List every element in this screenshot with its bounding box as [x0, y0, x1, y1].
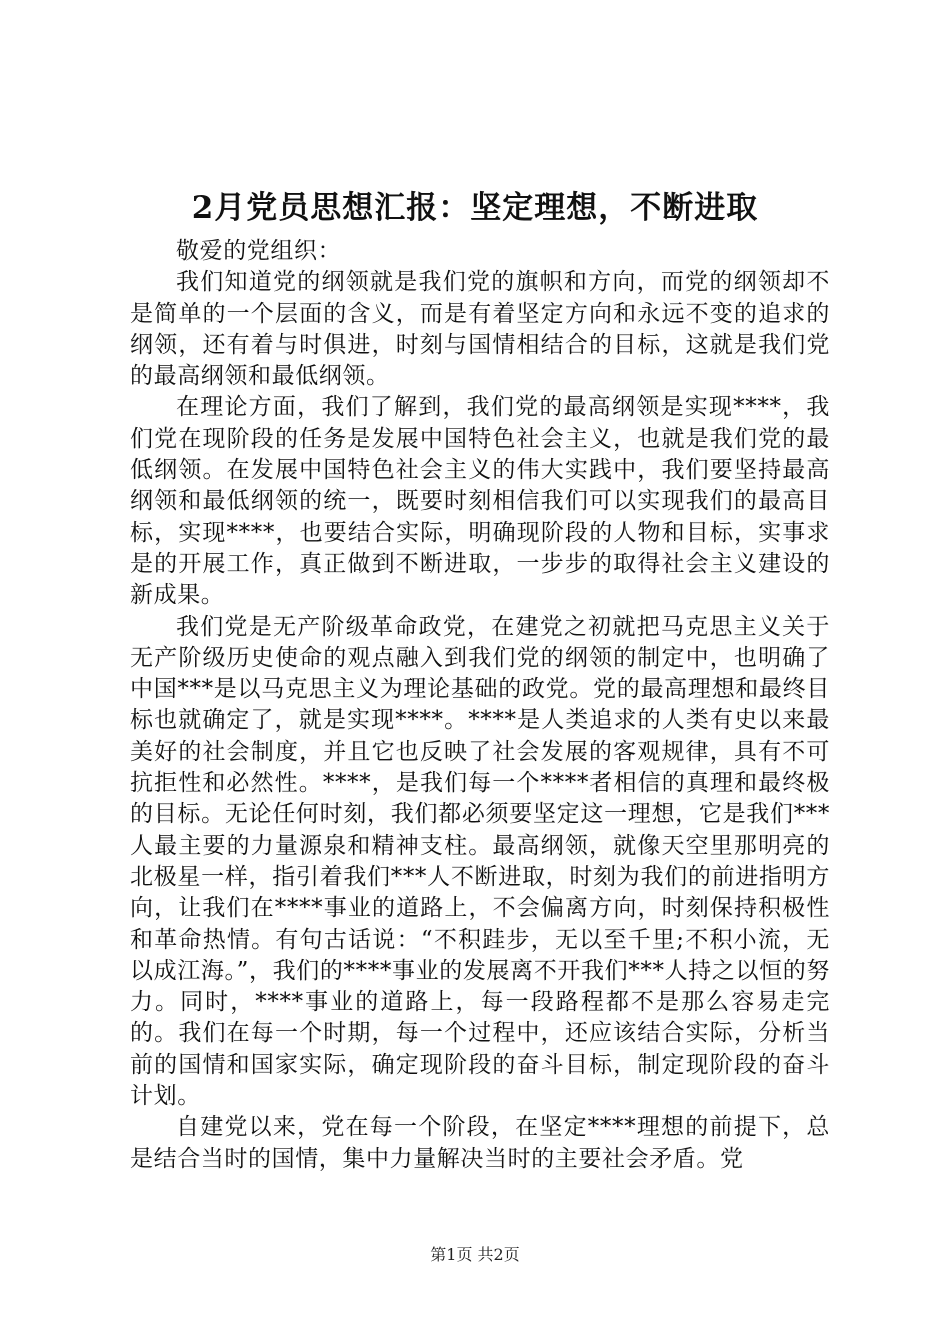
paragraph-2: 在理论方面，我们了解到，我们党的最高纲领是实现****，我们党在现阶段的任务是发展中国特色社会主义，也就是我们党的最低纲领。在发展中国特色社会主义的伟大实践中，我们要坚持最高纲领和最低纲领的统一，既要时刻相信我们可以实现我们的最高目标，实现****，也要结合实际，明确现阶段的人物和目标，实事求是的开展工作，真正做到不断进取，一步步的取得社会主义建设的新成果。: [130, 394, 830, 609]
paragraph-3: 我们党是无产阶级革命政党，在建党之初就把马克思主义关于无产阶级历史使命的观点融入到我们党的纲领的制定中，也明确了中国***是以马克思主义为理论基础的政党。党的最高理想和最终目标也就确定了，就是实现****。****是人类追求的人类有史以来最美好的社会制度，并且它也反映了社会发展的客观规律，具有不可抗拒性和必然性。****，是我们每一个****者相信的真理和最终极的目标。无论任何时刻，我们都必须要坚定这一理想，它是我们***人最主要的力量源泉和精神支柱。最高纲领，就像天空里那明亮的北极星一样，指引着我们***人不断进取，时刻为我们的前进指明方向，让我们在****事业的道路上，不会偏离方向，时刻保持积极性和革命热情。有句古话说：“不积跬步，无以至千里;不积小流，无以成江海。”，我们的****事业的发展离不开我们***人持之以恒的努力。同时，****事业的道路上，每一段路程都不是那么容易走完的。我们在每一个时期，每一个过程中，还应该结合实际，分析当前的国情和国家实际，确定现阶段的奋斗目标，制定现阶段的奋斗计划。: [130, 613, 830, 1110]
paragraph-4: 自建党以来，党在每一个阶段，在坚定****理想的前提下，总是结合当时的国情，集中力量解决当时的主要社会矛盾。党: [130, 1114, 830, 1172]
document-title: 2月党员思想汇报：坚定理想，不断进取: [191, 190, 759, 226]
paragraph-1: 我们知道党的纲领就是我们党的旗帜和方向，而党的纲领却不是简单的一个层面的含义，而是有着坚定方向和永远不变的追求的纲领，还有着与时俱进，时刻与国情相结合的目标，这就是我们党的最高纲领和最低纲领。: [130, 269, 830, 390]
page-indicator: 第1页 共2页: [430, 1245, 520, 1264]
document-body: [130, 236, 830, 1175]
salutation: 敬爱的党组织：: [176, 238, 342, 264]
